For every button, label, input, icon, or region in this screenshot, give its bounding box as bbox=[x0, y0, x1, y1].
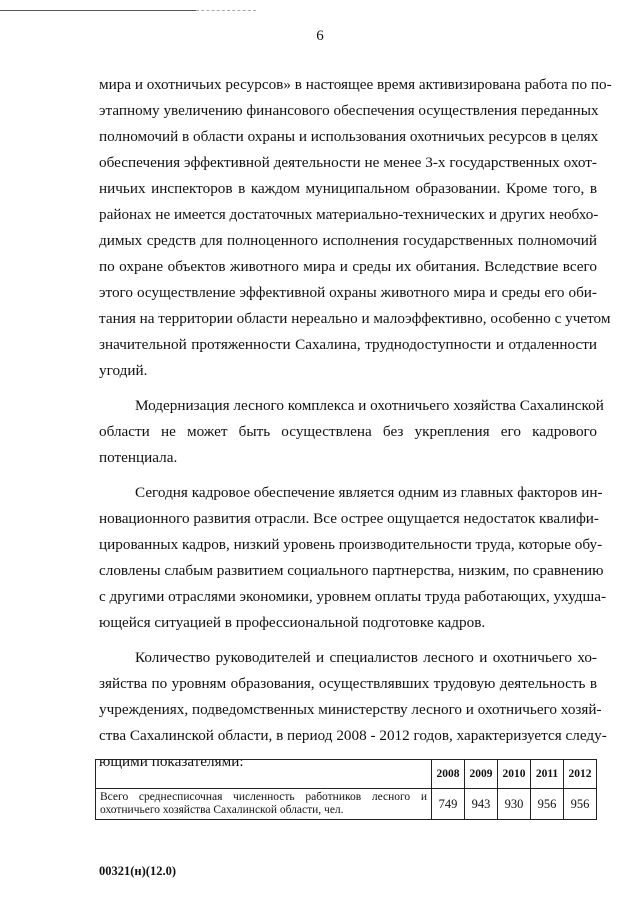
staff-table bbox=[95, 759, 597, 820]
text-line: обеспечения эффективной деятельности не менее 3-х государственных охот- bbox=[99, 154, 597, 171]
text-line: Сегодня кадровое обеспечение является одним из главных факторов ин- bbox=[135, 484, 603, 501]
paragraph bbox=[99, 393, 604, 471]
text-line: угодий. bbox=[99, 362, 148, 379]
text-line: полномочий в области охраны и использования охотничьих ресурсов в целях bbox=[99, 128, 599, 145]
text-line: потенциала. bbox=[99, 449, 178, 466]
table-header-year: 2012 bbox=[564, 760, 597, 789]
text-line: тания на территории области нереально и малоэффективно, особенно с учетом bbox=[99, 310, 611, 327]
paragraph bbox=[99, 480, 606, 636]
body-text bbox=[99, 72, 612, 784]
text-line: учреждениях, подведомственных министерству лесного и охотничьего хозяй- bbox=[99, 701, 602, 718]
text-line: этапному увеличению финансового обеспечения осуществления переданных bbox=[99, 102, 599, 119]
text-line: димых средств для полноценного исполнения государственных полномочий bbox=[99, 232, 597, 249]
document-code: 00321(н)(12.0) bbox=[99, 864, 176, 878]
text-line: районах не имеется достаточных материально-технических и других необхо- bbox=[99, 206, 599, 223]
text-line: новационного развития отрасли. Все острее ощущается недостаток квалифи- bbox=[99, 510, 599, 527]
text-line: Количество руководителей и специалистов лесного и охотничьего хо- bbox=[135, 649, 597, 666]
table-row-label: Всего среднесписочная численность работников лесного и охотничьего хозяйства Сахалинской области, чел. bbox=[96, 789, 432, 820]
top-rule-dashed bbox=[196, 10, 256, 11]
text-line: словлены слабым развитием социального партнерства, низким, по сравнению bbox=[99, 562, 604, 579]
table-cell-value: 956 bbox=[531, 789, 564, 820]
text-line: ства Сахалинской области, в период 2008 - 2012 годов, характеризуется следу- bbox=[99, 727, 607, 744]
text-line: ющейся ситуацией в профессиональной подготовке кадров. bbox=[99, 614, 486, 631]
text-line: этого осуществление эффективной охраны животного мира и среды его оби- bbox=[99, 284, 597, 301]
text-line: Модернизация лесного комплекса и охотничьего хозяйства Сахалинской bbox=[135, 397, 604, 414]
table-cell-value: 956 bbox=[564, 789, 597, 820]
text-line: зяйства по уровням образования, осуществлявших трудовую деятельность в bbox=[99, 675, 597, 692]
text-line: с другими отраслями экономики, уровнем оплаты труда работающих, ухудша- bbox=[99, 588, 606, 605]
text-line: мира и охотничьих ресурсов» в настоящее время активизирована работа по по- bbox=[99, 76, 612, 93]
table-header-year: 2010 bbox=[498, 760, 531, 789]
table-header-year: 2008 bbox=[432, 760, 465, 789]
text-line: ничьих инспекторов в каждом муниципальном образовании. Кроме того, в bbox=[99, 180, 597, 197]
text-line: цированных кадров, низкий уровень производительности труда, которые обу- bbox=[99, 536, 603, 553]
page-number: 6 bbox=[316, 28, 324, 44]
table-header-year: 2009 bbox=[465, 760, 498, 789]
text-line: по охране объектов животного мира и среды их обитания. Вследствие всего bbox=[99, 258, 597, 275]
table-cell-value: 943 bbox=[465, 789, 498, 820]
paragraph bbox=[99, 645, 607, 775]
top-rule bbox=[0, 10, 196, 11]
table-header-label bbox=[96, 760, 432, 789]
table-header-row bbox=[96, 760, 597, 789]
text-line: области не может быть осуществлена без укрепления его кадрового bbox=[99, 423, 597, 440]
table-row bbox=[96, 789, 597, 820]
table-header-year: 2011 bbox=[531, 760, 564, 789]
table-cell-value: 930 bbox=[498, 789, 531, 820]
text-line: значительной протяженности Сахалина, труднодоступности и отдаленности bbox=[99, 336, 597, 353]
paragraph bbox=[99, 72, 612, 384]
text-line: ющими показателями: bbox=[99, 753, 244, 770]
table-cell-value: 749 bbox=[432, 789, 465, 820]
